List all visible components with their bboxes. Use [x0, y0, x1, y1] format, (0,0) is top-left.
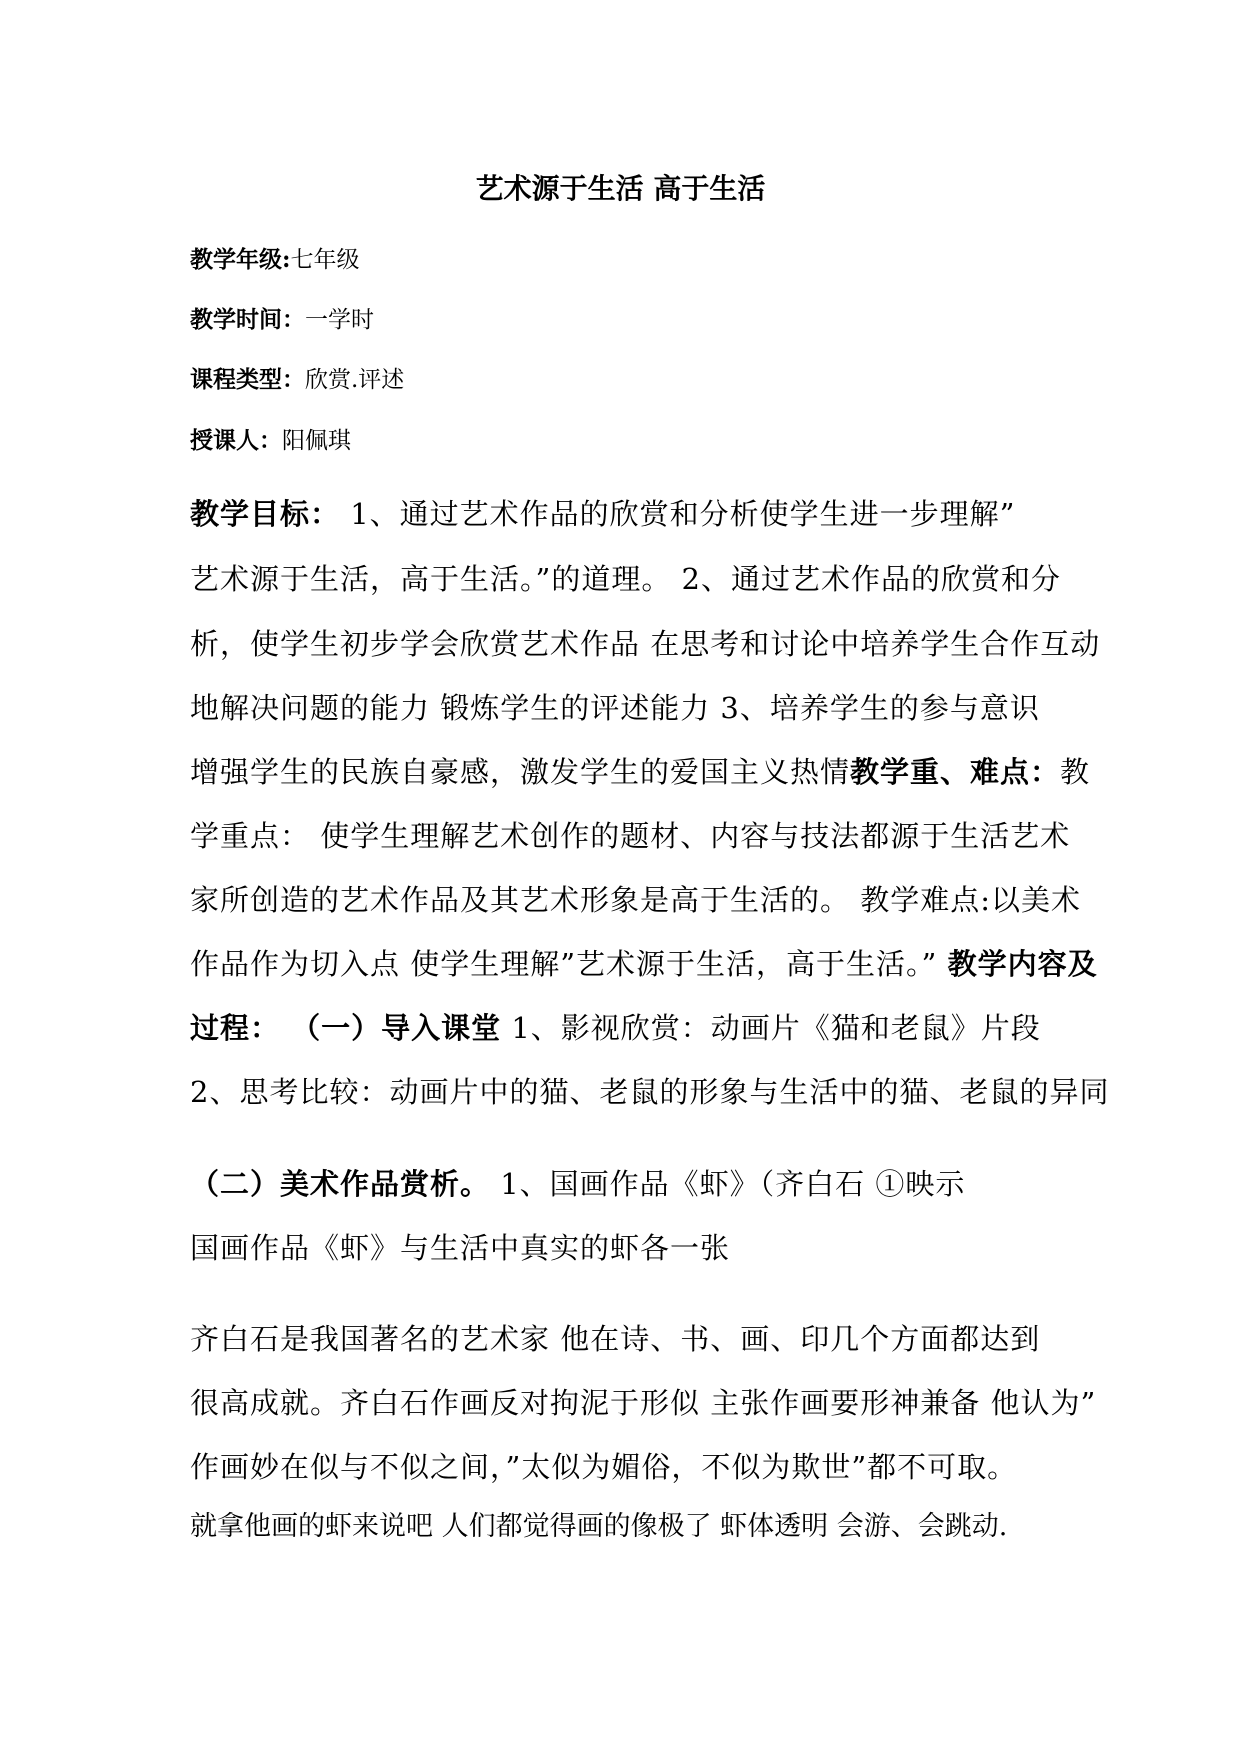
meta-time [190, 308, 374, 332]
body-text-span: 1、国画作品《虾》（齐白石 ①映示 [490, 1167, 966, 1201]
bold-heading-text: （二）美术作品赏析。 [190, 1167, 491, 1201]
body-text-span: 1、影视欣赏：动画片《猫和老鼠》片段 [501, 1011, 1041, 1045]
body-line [190, 1075, 1110, 1109]
body-line [190, 1011, 1041, 1045]
body-text-span: 析，使学生初步学会欣赏艺术作品 在思考和讨论中培养学生合作互动 [190, 627, 1101, 661]
body-line [190, 1322, 1041, 1356]
body-line [190, 1167, 966, 1201]
body-text-span: 很高成就。齐白石作画反对拘泥于形似 主张作画要形神兼备 他认为” [190, 1386, 1097, 1420]
body-line [190, 1513, 1007, 1540]
body-text-span: 艺术源于生活，高于生活。”的道理。 2、通过艺术作品的欣赏和分 [190, 562, 1061, 596]
body-text-span: 教 [1060, 755, 1091, 789]
body-line [190, 497, 1016, 531]
body-text-span: 齐白石是我国著名的艺术家 他在诗、书、画、印几个方面都达到 [190, 1322, 1041, 1356]
body-text-span: 就拿他画的虾来说吧 人们都觉得画的像极了 虾体透明 会游、会跳动. [190, 1511, 1008, 1542]
bold-heading-text: 教学目标： [190, 497, 341, 531]
meta-grade-label: 教学年级: [190, 246, 291, 273]
meta-grade [190, 248, 360, 272]
meta-teacher-label: 授课人： [190, 427, 282, 454]
body-line [190, 947, 1098, 981]
body-text-span: 国画作品《虾》与生活中真实的虾各一张 [190, 1231, 731, 1265]
meta-type-value: 欣赏.评述 [305, 367, 405, 393]
meta-type [190, 368, 404, 392]
body-text-span: 增强学生的民族自豪感，激发学生的爱国主义热情 [190, 755, 851, 789]
bold-heading-text: 过程： （一）导入课堂 [190, 1011, 502, 1045]
body-line [190, 627, 1101, 661]
body-line [190, 883, 1081, 917]
body-text-span: 1、通过艺术作品的欣赏和分析使学生进一步理解” [340, 497, 1016, 531]
meta-grade-value: 七年级 [290, 247, 360, 273]
body-text-span: 家所创造的艺术作品及其艺术形象是高于生活的。 教学难点:以美术 [190, 883, 1081, 917]
body-line [190, 1450, 1018, 1484]
body-line [190, 691, 1040, 725]
body-line [190, 562, 1061, 596]
body-line [190, 1386, 1097, 1420]
document-title: 艺术源于生活 高于生活 [475, 172, 766, 205]
body-text-span: 作画妙在似与不似之间，”太似为媚俗，不似为欺世”都不可取。 [190, 1450, 1018, 1484]
body-line [190, 1231, 731, 1265]
body-text-span: 2、思考比较：动画片中的猫、老鼠的形象与生活中的猫、老鼠的异同 [190, 1075, 1110, 1109]
body-text-span: 学重点： 使学生理解艺术创作的题材、内容与技法都源于生活艺术 [190, 819, 1071, 853]
body-text-span: 地解决问题的能力 锻炼学生的评述能力 3、培养学生的参与意识 [190, 691, 1040, 725]
body-line [190, 755, 1091, 789]
meta-time-value: 一学时 [305, 307, 374, 333]
bold-heading-text: 教学内容及 [947, 947, 1098, 981]
body-line [190, 819, 1071, 853]
meta-type-label: 课程类型： [190, 366, 305, 393]
meta-teacher-value: 阳佩琪 [282, 428, 351, 454]
body-text-span: 作品作为切入点 使学生理解”艺术源于生活，高于生活。” [190, 947, 948, 981]
bold-heading-text: 教学重、难点： [850, 755, 1061, 789]
meta-time-label: 教学时间： [190, 306, 305, 333]
meta-teacher [190, 429, 351, 453]
